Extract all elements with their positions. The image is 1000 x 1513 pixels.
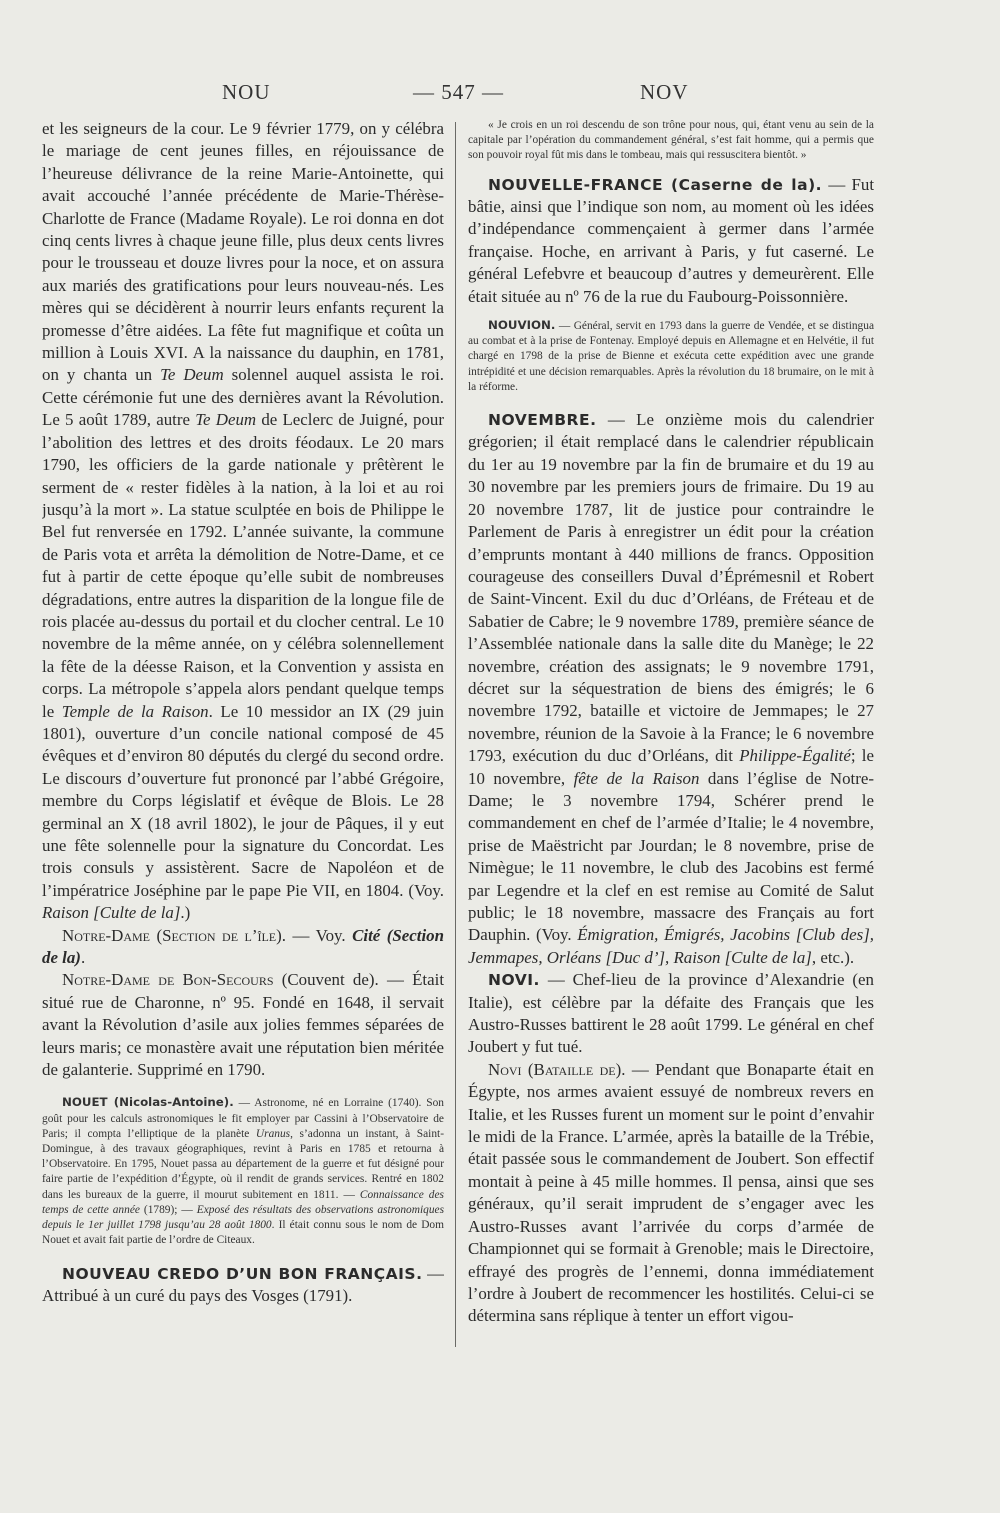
entry-nouvelle-france — [468, 174, 874, 308]
text-run: — Attribué à un curé du pays des Vosges (1791). — [42, 1263, 444, 1305]
italic-run: Exposé des résultats des observations astronomiques depuis le 1er juillet 1798 jusqu’au 28 août 1800 — [42, 1203, 444, 1232]
text-run: et les seigneurs de la cour. Le 9 février 1779, on y célébra le mariage de cent jeunes filles, en réjouissance de l’heureuse délivrance de la reine Marie-Antoinette, qui avait accouché l’année précédente de Marie-Thérèse-Charlotte de France (Madame Royale). Le roi donna en dot cinq cents livres à chaque jeune fille, plus deux cents livres pour le trousseau et douze livres pour la noce, et on assura aux mariés des gratifications pour leurs nouveau-nés. Les mères qui se décidèrent à nourrir leurs enfants reçurent la promesse d’être aidées. La fête fut magnifique et coûta un million à Louis XVI. A la naissance du dauphin, en 1781, on y chanta un — [42, 119, 444, 385]
text-run: — Voy. — [285, 925, 353, 945]
italic-run: fête de la Raison — [573, 768, 700, 788]
text-run: — Pendant que Bonaparte était en Égypte, nos armes avaient essuyé de nombreux revers en Italie, et les Russes furent un moment sur le point d’envahir le midi de la France. L’armée, après la bataille de la Trébie, était passée sous le commandement de Joubert. Son effectif montait à peine à 45 mille hommes. Il pensa, ainsi que ses généraux, qu’il serait imprudent de s’engager avec les Austro-Russes avant l’arrivée du corps d’armée de Championnet qui se formait à Grenoble; mais le Directoire, effrayé des progrès de l’ennemi, donna immédiatement l’ordre à Joubert de recommencer les hostilités. Celui-ci se détermina sans réplique à tenter un effort vigou- — [468, 1059, 874, 1326]
italic-run: Connaissance des temps de cette année — [42, 1188, 444, 1216]
header-left-keyword: NOU — [222, 80, 271, 104]
text-run: (Couvent de). — Était situé rue de Charonne, nº 95. Fondé en 1648, il servait avant la Révolution d’asile aux jolies femmes séparées de leurs maris; ce monastère avait une réputation bien méritée de galanterie. Supprimé en 1790. — [42, 970, 444, 1080]
text-run: . Il était connu sous le nom de Dom Nouet et avait fait partie de l’ordre de Citeaux. — [42, 1219, 444, 1247]
notre-dame-continuation — [42, 118, 444, 925]
entry-headword: Novi (Bataille de). — [488, 1059, 626, 1079]
entry-notre-dame-bon-secours — [42, 969, 444, 1081]
entry-headword: NOUET (Nicolas-Antoine). — [62, 1095, 234, 1110]
text-run: , s’adonna un instant, à Saint-Domingue, à des travaux géographiques, revint à Paris en 1785 et retourna à l’Observatoire. En 1795, Nouet passa au département de la guerre et fut désigné pour faire partie de l’expédition d’Égypte, où il rendit de grands services. Rentré en 1802 dans les bureaux de la guerre, il mourut subitement en 1811. — — [42, 1127, 444, 1201]
italic-run: Émigration, Émigrés, Jacobins [Club des], Jemmapes, Orléans [Duc d’], Raison [Culte de la] — [468, 925, 874, 967]
text-run: . — [80, 948, 86, 968]
text-run: .) — [180, 903, 191, 923]
text-run: solennel auquel assista le roi. Cette cérémonie fut une des dernières avant la Révolution. Le 5 août 1789, autre — [42, 365, 444, 430]
italic-run: Te Deum — [160, 365, 224, 385]
text-run: ; le 10 novembre, — [468, 746, 874, 788]
entry-headword: NOUVELLE-FRANCE (Caserne de la). — [488, 175, 823, 194]
text-run: , etc.). — [811, 947, 855, 967]
text-run: — Le onzième mois du calendrier grégorien; il était remplacé dans le calendrier républicain du 1er au 19 novembre par la fin de brumaire et du 19 au 30 novembre par les premiers jours de frimaire. Du 19 au 20 novembre 1787, lit de justice pour contraindre le Parlement de Paris à enregistrer un édit pour la création d’emprunts montant à 440 millions de francs. Opposition courageuse des conseillers Duval d’Éprémesnil et Robert de Saint-Vincent. Exil du duc d’Orléans, de Fréteau et de Sabatier de Cabre; le 9 novembre 1789, première séance de l’Assemblée nationale dans la salle dite du Manège; le 22 novembre, création des assignats; le 9 novembre 1791, décret sur la séquestration de biens des émigrés; le 6 novembre 1792, bataille et victoire de Jemmapes; le 27 novembre, réunion de la Savoie à la France; le 6 novembre 1793, exécution du duc d’Orléans, dit — [468, 410, 874, 766]
entry-headword: NOVI. — [488, 971, 540, 990]
entry-headword: Notre-Dame (Section de l’île). — [62, 925, 286, 945]
entry-headword: NOUVEAU CREDO D’UN BON FRANÇAIS. — [62, 1264, 423, 1283]
text-run: (1789); — — [139, 1203, 197, 1216]
italic-run: Philippe-Égalité — [739, 746, 851, 766]
credo-quote: « Je crois en un roi descendu de son trône pour nous, qui, étant venu au sein de la capitale par l’opération du commandement général, s’est fait homme, qui a permis que son pouvoir royal fût mis dans le tombeau, mais qui ressuscitera bientôt. » — [468, 119, 874, 162]
entry-nouet — [42, 1095, 444, 1248]
italic-run: Uranus — [255, 1127, 291, 1140]
text-run: de Leclerc de Juigné, pour l’abolition des lettres et des droits féodaux. Le 20 mars 1790, les officiers de la garde nationale y prêtèrent le serment de « rester fidèles à la nation, à la loi et au roi jusqu’à la mort ». La statue sculptée en bois de Philippe le Bel fut renversée en 1792. L’année suivante, la commune de Paris vota et arrêta la démolition de Notre-Dame, et ce fut à partir de cette époque qu’elle subit de nombreuses dégradations, entre autres la disparition de la longue file de rois placée au-dessus du portail et du clocher central. Le 10 novembre de la même année, on y célébra solennellement la fête de la déesse Raison, et la Convention y assista en corps. La métropole s’appela alors pendant quelque temps le — [42, 410, 444, 721]
text-run: — Général, servit en 1793 dans la guerre de Vendée, et se distingua au combat et à la prise de Fontenay. Employé depuis en Allemagne et en Helvétie, il fut chargé en 1798 de la prise de Bienne et exécuta cette expédition avec une grande intrépidité et une décision remarquables. Après la révolution du 18 brumaire, on le mit à la réforme. — [468, 320, 874, 393]
column-divider — [455, 122, 456, 1347]
italic-run: Temple de la Raison — [61, 701, 209, 721]
entry-headword: Notre-Dame de Bon-Secours — [62, 970, 274, 990]
entry-notre-dame-section — [42, 925, 444, 970]
page-number: — 547 — — [413, 80, 504, 104]
entry-novembre — [468, 409, 874, 969]
running-header — [0, 80, 1000, 114]
italic-run: Cité (Section de la) — [42, 925, 444, 968]
entry-nouveau-credo — [42, 1263, 444, 1308]
entry-headword: NOUVION. — [488, 318, 556, 333]
italic-run: Raison [Culte de la] — [42, 903, 181, 923]
header-right-keyword: NOV — [640, 80, 689, 104]
text-run: — Astronome, né en Lorraine (1740). Son goût pour les calculs astronomiques le fit employer par Cassini à l’Observatoire de Paris; il compta l’elliptique de la planète — [42, 1097, 444, 1140]
entry-headword: NOVEMBRE. — [488, 411, 597, 430]
text-run: — Fut bâtie, ainsi que l’indique son nom, au moment où les idées d’indépendance commençaient à germer dans l’armée française. Hoche, en arrivant à Paris, y fut caserné. Le général Lefebvre et beaucoup d’autres y demeurèrent. Elle était située au nº 76 de la rue du Faubourg-Poissonnière. — [468, 174, 874, 306]
text-run: dans l’église de Notre-Dame; le 3 novembre 1794, Schérer prend le commandement en chef de l’armée d’Italie; le 4 novembre, prise de Maëstricht par Jourdan; le 8 novembre, prise de Nimègue; le 11 novembre, le club des Jacobins est fermé par Legendre et la clef en est remise au Comité de Salut public; le 18 novembre, massacre des Français au fort Dauphin. (Voy. — [468, 768, 874, 945]
entry-nouvion — [468, 318, 874, 395]
left-column — [42, 118, 444, 1390]
right-column — [468, 118, 874, 1390]
text-run: . Le 10 messidor an IX (29 juin 1801), ouverture d’un concile national composé de 45 évêques et d’environ 80 députés du clergé du second ordre. Le discours d’ouverture fut prononcé par l’abbé Grégoire, membre du Corps législatif et évêque de Blois. Le 28 germinal an X (18 avril 1802), le jour de Pâques, il y eut une fête solennelle pour la signature du Concordat. Les trois consuls y assistèrent. Sacre de Napoléon et de l’impératrice Joséphine par le pape Pie VII, en 1804. (Voy. — [42, 701, 444, 900]
entry-novi — [468, 969, 874, 1059]
text-run: — Chef-lieu de la province d’Alexandrie (en Italie), est célèbre par la défaite des Français que les Austro-Russes battirent le 28 août 1799. Le général en chef Joubert y fut tué. — [468, 970, 874, 1057]
entry-novi-bataille — [468, 1059, 874, 1328]
italic-run: Te Deum — [195, 410, 257, 430]
